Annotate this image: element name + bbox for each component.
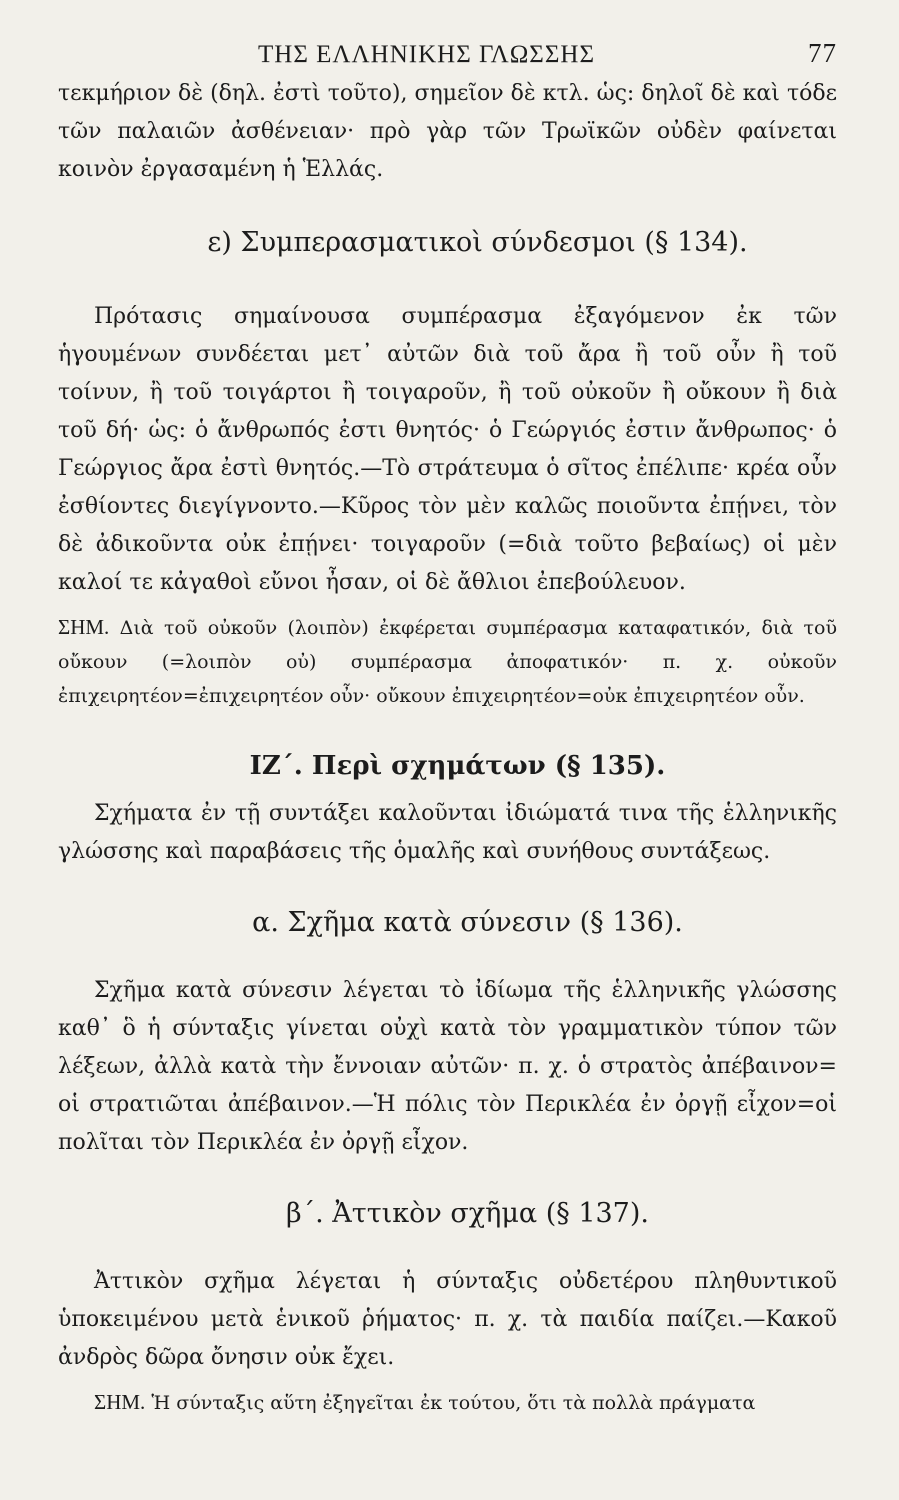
section-heading-137: β΄. Ἀττικὸν σχῆμα (§ 137). bbox=[286, 1198, 649, 1229]
intro-paragraph: τεκμήριον δὲ (δηλ. ἐστὶ τοῦτο), σημεῖον δὲ κτλ. ὡς: δηλοῖ δὲ καὶ τόδε τῶν παλαιῶν ἀσθένειαν· πρὸ γὰρ τῶν Τρωϊκῶν οὐδὲν φαίνεται κοινὸν ἐργασαμένη ἡ Ἑλλάς. bbox=[58, 81, 837, 182]
note-label: ΣΗΜ. bbox=[58, 615, 110, 639]
note-137 bbox=[58, 1385, 837, 1420]
running-head bbox=[58, 38, 837, 69]
note-text: Ἡ σύνταξις αὕτη ἐξηγεῖται ἐκ τούτου, ὅτι τὰ πολλὰ πράγματα bbox=[151, 1392, 756, 1414]
note-134 bbox=[58, 610, 837, 713]
paragraph-136: Σχῆμα κατὰ σύνεσιν λέγεται τὸ ἰδίωμα τῆς ἑλληνικῆς γλώσσης καθ᾽ ὃ ἡ σύνταξις γίνεται οὐχὶ κατὰ τὸν γραμματικὸν τύπον τῶν λέξεων, ἀλλὰ κατὰ τὴν ἔννοιαν αὐτῶν· π. χ. ὁ στρατὸς ἀπέβαινον= οἱ στρατιῶται ἀπέβαινον.—Ἡ πόλις τὸν Περικλέα ἐν ὀργῇ εἶχον=οἱ πολῖται τὸν Περικλέα ἐν ὀργῇ εἶχον. bbox=[58, 978, 837, 1155]
running-title: ΤΗΣ ΕΛΛΗΝΙΚΗΣ ΓΛΩΣΣΗΣ bbox=[258, 41, 595, 68]
section-heading-134: ε) Συμπερασματικοὶ σύνδεσμοι (§ 134). bbox=[207, 227, 748, 258]
paragraph-137: Ἀττικὸν σχῆμα λέγεται ἡ σύνταξις οὐδετέρου πληθυντικοῦ ὑποκειμένου μετὰ ἑνικοῦ ῥήματος· π. χ. τὰ παιδία παίζει.—Κακοῦ ἀνδρὸς δῶρα ὄνησιν οὐκ ἔχει. bbox=[58, 1269, 837, 1370]
chapter-heading: ΙΖ΄. Περὶ σχημάτων (§ 135). bbox=[249, 751, 666, 781]
page-number: 77 bbox=[808, 38, 837, 68]
note-text: Διὰ τοῦ οὐκοῦν (λοιπὸν) ἐκφέρεται συμπέρασμα καταφατικόν, διὰ τοῦ οὔκουν (=λοιπὸν οὐ) συμπέρασμα ἀποφατικόν· π. χ. οὐκοῦν ἐπιχειρητέον=ἐπιχειρητέον οὖν· οὔκουν ἐπιχειρητέον=οὐκ ἐπιχειρητέον οὖν. bbox=[58, 617, 837, 707]
paragraph-135: Σχήματα ἐν τῇ συντάξει καλοῦνται ἰδιώματά τινα τῆς ἑλληνικῆς γλώσσης καὶ παραβάσεις τῆς ὁμαλῆς καὶ συνήθους συντάξεως. bbox=[58, 801, 837, 864]
section-heading-136: α. Σχῆμα κατὰ σύνεσιν (§ 136). bbox=[252, 907, 683, 938]
paragraph-134: Πρότασις σημαίνουσα συμπέρασμα ἐξαγόμενον ἐκ τῶν ἡγουμένων συνδέεται μετ᾽ αὐτῶν διὰ τοῦ ἄρα ἢ τοῦ οὖν ἢ τοῦ τοίνυν, ἢ τοῦ τοιγάρτοι ἢ τοιγαροῦν, ἢ τοῦ οὐκοῦν ἢ οὔκουν ἢ διὰ τοῦ δή· ὡς: ὁ ἄνθρωπός ἐστι θνητός· ὁ Γεώργιός ἐστιν ἄνθρωπος· ὁ Γεώργιος ἄρα ἐστὶ θνητός.—Τὸ στράτευμα ὁ σῖτος ἐπέλιπε· κρέα οὖν ἐσθίοντες διεγίγνοντο.—Κῦρος τὸν μὲν καλῶς ποιοῦντα ἐπῄνει, τὸν δὲ ἀδικοῦντα οὐκ ἐπῄνει· τοιγαροῦν (=διὰ τοῦτο βεβαίως) οἱ μὲν καλοί τε κἀγαθοὶ εὔνοι ἦσαν, οἱ δὲ ἄθλιοι ἐπεβούλευον. bbox=[58, 304, 837, 595]
note-label: ΣΗΜ. bbox=[94, 1390, 146, 1414]
